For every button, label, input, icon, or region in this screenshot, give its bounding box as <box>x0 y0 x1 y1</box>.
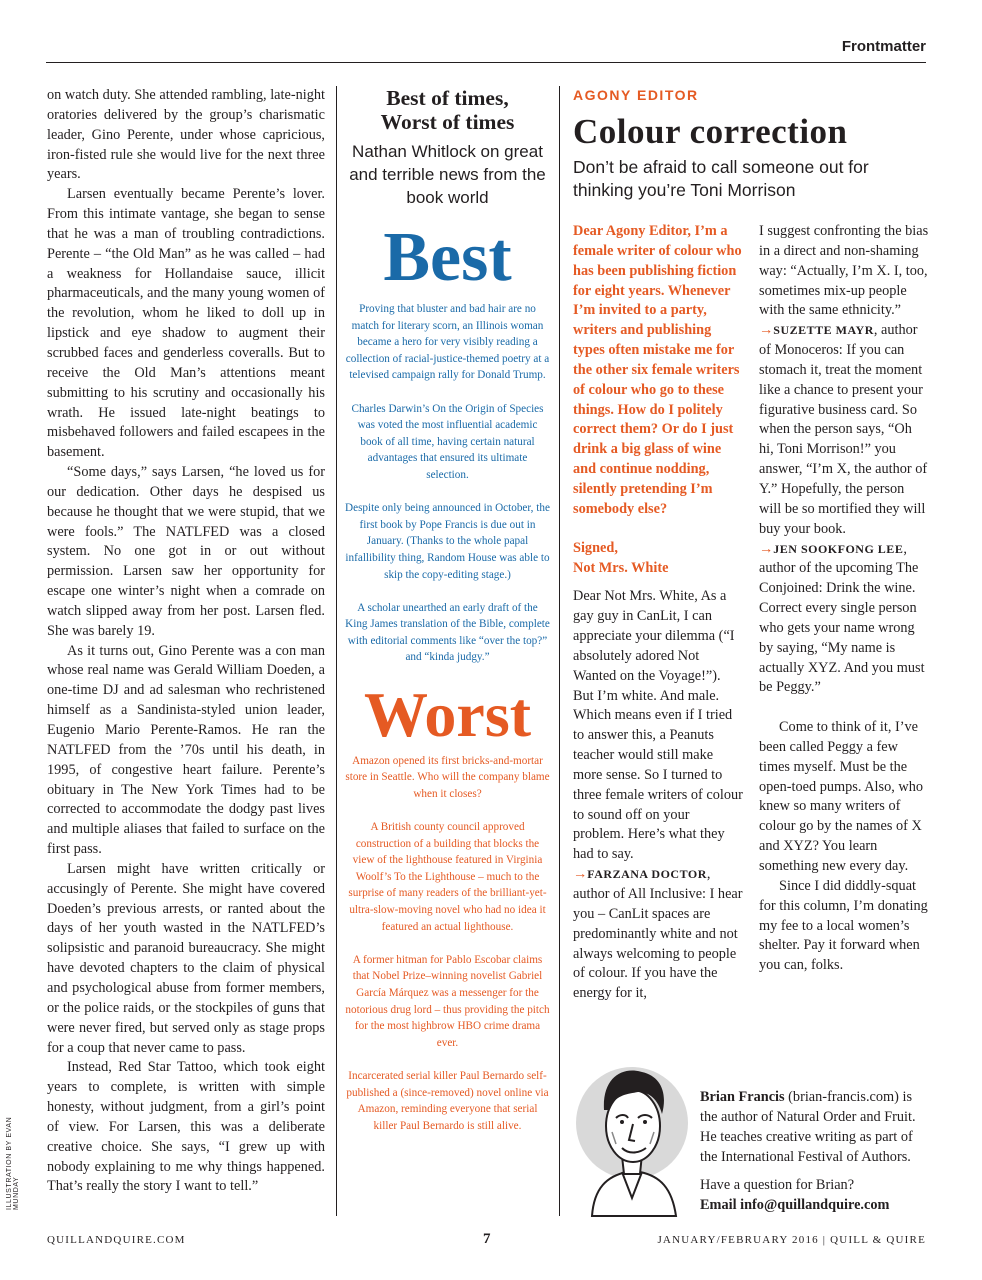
illustration-credit: ILLUSTRATION BY EVAN MUNDAY <box>6 1116 20 1210</box>
response-text: , author of All Inclusive: I hear you – CanLit spaces are predominantly white and not always welcoming to people of colour. If you have the energy for it, <box>573 866 743 1002</box>
signed-line2: Not Mrs. White <box>573 559 669 576</box>
signature <box>573 539 743 579</box>
agony-column-right <box>759 222 929 976</box>
response-text: , author of the upcoming The Conjoined: Drink the wine. Correct every single person who gets your name wrong by saying, “My name is actually XYZ. And you must be Peggy.” <box>759 540 925 696</box>
best-item: A scholar unearthed an early draft of the King James translation of the Bible, complete with editorial comments like “over the top?” and “kinda judgy.” <box>345 601 550 664</box>
worst-item: Amazon opened its first bricks-and-mortar store in Seattle. Who will the company blame when it closes? <box>345 754 550 800</box>
arrow-icon: → <box>573 866 588 883</box>
mayr-response <box>759 321 929 539</box>
sidebar-title <box>345 86 550 134</box>
paragraph: Instead, Red Star Tattoo, which took eight years to complete, is written with simple honesty, without judgment, from a girl’s point of view. For Larsen, this was a deliberate creative choice. She says, “I grew up with nobody explaining to me why things happened. That’s really the story I want to tell.” <box>47 1059 325 1195</box>
top-rule <box>46 62 926 63</box>
column-divider <box>336 86 337 1216</box>
reader-question: Dear Agony Editor, I’m a female writer of colour who has been publishing fiction for eight years. Whenever I’m invited to a party, writers and publishing types often mistake me for the other six female writers of colour who go to these things. How do I politely correct them? Or do I just drink a big glass of wine and continue nodding, silently pretending I’m somebody else? <box>573 223 742 517</box>
section-label: Frontmatter <box>841 38 926 55</box>
paragraph: As it turns out, Gino Perente was a con man whose real name was Gerald William Doeden, a one-time DJ and ad salesman who rechristened himself as a Sandinista-styled union leader, Eugenio Mario Perente-Ramos. He ran the NATLFED from the ’70s until his death, in 1995, of congestive heart failure. Perente’s obituary in The New York Times had to be corrected to accommodate the dodgy past lives and multiple aliases that failed to surface on the first pass. <box>47 642 325 858</box>
kicker: AGONY EDITOR <box>573 87 699 103</box>
worst-item: A former hitman for Pablo Escobar claims that Nobel Prize–winning novelist Gabriel García Márquez was a messenger for the notorious drug lord – thus providing the pitch for the most highbrow HBO crime drama ever. <box>345 953 550 1049</box>
bio-name: Brian Francis <box>700 1089 785 1105</box>
author-name: JEN SOOKFONG LEE <box>773 541 904 556</box>
sidebar-subtitle: Nathan Whitlock on great and terrible news from the book world <box>349 142 546 207</box>
bio-question: Have a question for Brian? <box>700 1177 855 1194</box>
author-caricature-illustration <box>572 1048 692 1218</box>
best-worst-sidebar <box>345 86 550 1151</box>
column-divider <box>559 86 560 1216</box>
agony-column-left <box>573 222 743 1004</box>
best-item: Despite only being announced in October, the first book by Pope Francis is due out in January. (Thanks to the whole papal infallibility thing, Random House was able to skip the copy-editing stage.) <box>345 502 550 581</box>
paragraph: Larsen might have written critically or accusingly of Perente. She might have covered Doeden’s previous arrests, or ranted about the days of her youth wasted in the NATLFED’s solipsistic and paranoid bureaucracy. She might have devoted chapters to the claim of physical and psychological abuse from former members, or the police raids, or the stockpiles of guns that were never fired, but served only as stage props for a coup that never came to pass. <box>47 860 325 1056</box>
footer-issue: JANUARY/FEBRUARY 2016 | QUILL & QUIRE <box>657 1234 926 1246</box>
headline: Colour correction <box>573 112 848 151</box>
paragraph: “Some days,” says Larsen, “he loved us for our dedication. Other days he despised us because he thought that we were stupid, that we were fools.” The NATLFED was a closed system. No one got in or out without permission. Larsen saw her opportunity for escape one winter’s night when a comrade on watch slipped away from her post. Larsen fled. She was barely 19. <box>47 464 325 639</box>
author-bio <box>700 1088 930 1216</box>
closing-paragraph: Come to think of it, I’ve been called Peggy a few times myself. Must be the open-toed pumps. Also, who knew so many writers of colour go by the names of X and XYZ? You learn something new every day. <box>759 719 924 874</box>
arrow-icon: → <box>759 540 774 557</box>
worst-item: A British county council approved construction of a building that blocks the view of the lighthouse featured in Virginia Woolf’s To the Lighthouse – much to the surprise of many readers of the brilliant-yet-ultra-slow-moving novel who had no idea it featured an actual lighthouse. <box>348 821 547 933</box>
best-item: Proving that bluster and bad hair are no match for literary scorn, an Illinois woman became a hero for very visibly reading a collection of racial-justice-themed poetry at a televised campaign rally for Donald Trump. <box>345 303 550 382</box>
main-article-column <box>47 86 325 1197</box>
author-name: FARZANA DOCTOR <box>587 867 707 882</box>
response-text: , author of Monoceros: If you can stomach it, treat the moment like a chance to present your figurative business card. So when the person says, “Oh hi, Toni Morrison!” you answer, “I’m X, the author of Y.” Hopefully, the person will be so mortified they will buy your book. <box>759 322 928 537</box>
bio-text <box>700 1088 930 1167</box>
worst-list <box>345 753 550 1135</box>
worst-heading: Worst <box>363 678 532 750</box>
sidebar-title-line2: Worst of times <box>380 110 515 134</box>
paragraph: Larsen eventually became Perente’s lover. From this intimate vantage, she began to sense that he was a man of troubling contradictions. Perente – “the Old Man” as he was called – had a weakness for Hollandaise sauce, illicit pharmaceuticals, and the many young women of the revolution, whom he liked to doll up in lipstick and eye shadow to augment their scrubbed faces and genderless coveralls. But to receive the Old Man’s attentions meant submitting to his scrutiny and occasionally his wrath. He issued late-night beatings to misbehaved followers and failed escapees in the basement. <box>47 186 325 461</box>
response-continued: I suggest confronting the bias in a direct and non-shaming way: “Actually, I’m X. I, too, sometimes mix-up people with the same ethnicity.” <box>759 223 929 319</box>
author-name: SUZETTE MAYR <box>773 323 874 338</box>
best-item: Charles Darwin’s On the Origin of Species was voted the most influential academic book of all time, having certain natural advantages that ensured its ultimate selection. <box>351 402 544 481</box>
worst-item: Incarcerated serial killer Paul Bernardo self-published a (since-removed) novel online via Amazon, reminding everyone that serial killer Paul Bernardo is still alive. <box>346 1069 549 1132</box>
bio-description: (brian-francis.com) is the author of Natural Order and Fruit. He teaches creative writing as part of the International Festival of Authors. <box>700 1089 916 1165</box>
bio-email[interactable]: Email info@quillandquire.com <box>700 1197 890 1214</box>
best-heading: Best <box>383 219 512 296</box>
deck: Don’t be afraid to call someone out for thinking you’re Toni Morrison <box>573 157 869 200</box>
footer-site[interactable]: QUILLANDQUIRE.COM <box>47 1234 186 1246</box>
doctor-response <box>573 865 743 1004</box>
page-number: 7 <box>483 1231 491 1247</box>
closing-paragraph: Since I did diddly-squat for this column, I’m donating my fee to a local women’s shelter. Pay it forward when you can, folks. <box>759 877 928 974</box>
signed-line1: Signed, <box>573 539 618 556</box>
paragraph: on watch duty. She attended rambling, late-night oratories delivered by the group’s charismatic leader, Gino Perente, under whose capricious, iron-fisted rule she would live for the next three years. <box>47 87 325 183</box>
lee-response <box>759 540 929 699</box>
best-list <box>345 301 550 666</box>
answer-intro: Dear Not Mrs. White, As a gay guy in CanLit, I can appreciate your dilemma (“I absolutely adored Not Wanted on the Voyage!”). But I’m white. And male. Which means even if I tried to answer this, a Peanuts teacher would still make more sense. So I turned to three female writers of colour to sound off on your problem. Here’s what they had to say. <box>573 588 743 863</box>
sidebar-title-line1: Best of times, <box>386 86 509 110</box>
arrow-icon: → <box>759 322 774 339</box>
